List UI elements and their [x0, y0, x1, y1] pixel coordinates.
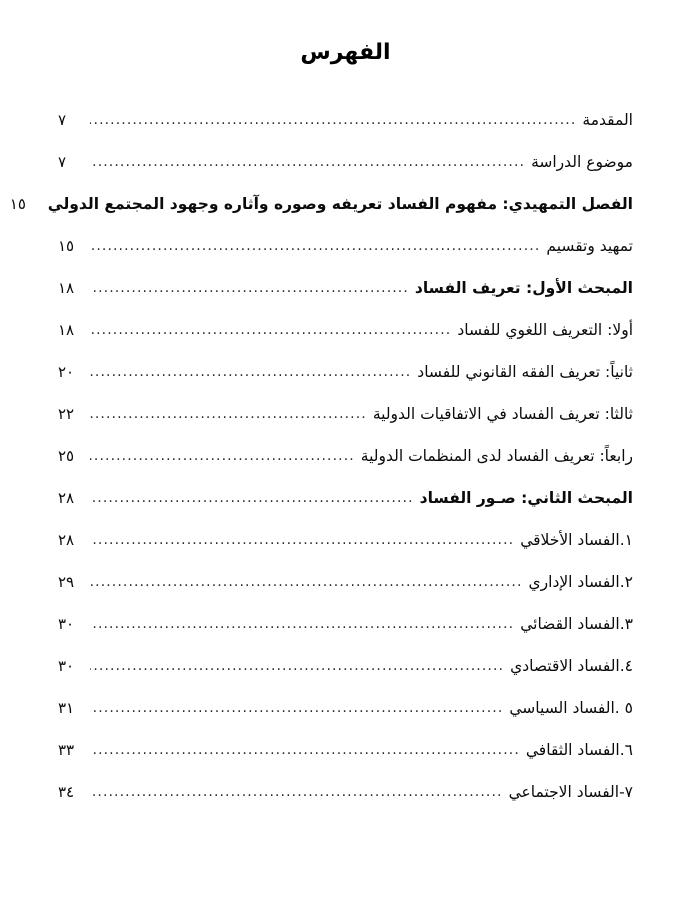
toc-entry[interactable]: [58, 445, 633, 487]
toc-entry-page: ٣١: [58, 698, 75, 717]
toc-entry-label: ثالثا: تعريف الفساد في الاتفاقيات الدولية: [372, 404, 633, 423]
toc-leader-dots: [90, 697, 503, 713]
toc-entry[interactable]: [58, 403, 633, 445]
toc-leader-dots: [90, 235, 540, 251]
toc-entry-page: ٢٨: [58, 530, 75, 549]
toc-entry-page: ٢٢: [58, 404, 75, 423]
toc-entry[interactable]: [58, 571, 633, 613]
toc-entry[interactable]: [58, 277, 633, 319]
toc-entry-label: رابعاً: تعريف الفساد لدى المنظمات الدولية: [360, 446, 633, 465]
toc-entry-page: ٣٠: [58, 614, 75, 633]
document-page: [0, 40, 691, 906]
toc-entry-label: المقدمة: [582, 110, 633, 129]
toc-leader-dots: [90, 319, 451, 335]
toc-entry-label: ثانياً: تعريف الفقه القانوني للفساد: [417, 362, 633, 381]
toc-entry-page: ٢٨: [58, 488, 75, 507]
toc-entry-label: موضوع الدراسة: [531, 152, 633, 171]
toc-entry[interactable]: [58, 235, 633, 277]
toc-entry[interactable]: [58, 613, 633, 655]
toc-leader-dots: [90, 151, 525, 167]
toc-entry-label: المبحث الأول: تعريف الفساد: [414, 278, 633, 297]
toc-entry-page: ٢٥: [58, 446, 75, 465]
toc-entry[interactable]: [58, 361, 633, 403]
toc-entry-label: ٢.الفساد الإداري: [528, 572, 633, 591]
toc-leader-dots: [90, 487, 414, 503]
toc-leader-dots: [90, 739, 520, 755]
toc-entry-page: ١٥: [9, 194, 26, 213]
toc-entry-label: ٦.الفساد الثقافي: [525, 740, 633, 759]
toc-leader-dots: [90, 445, 355, 461]
toc-leader-dots: [90, 613, 514, 629]
toc-entry-label: ٧-الفساد الاجتماعي: [508, 782, 633, 801]
toc-leader-dots: [90, 781, 503, 797]
toc-entry[interactable]: [58, 739, 633, 781]
toc-entry[interactable]: [58, 697, 633, 739]
table-of-contents: [9, 109, 633, 823]
toc-entry-page: ٢٩: [58, 572, 75, 591]
toc-entry[interactable]: [58, 319, 633, 361]
toc-entry-label: ١.الفساد الأخلاقي: [520, 530, 633, 549]
toc-entry-label: تمهيد وتقسيم: [546, 236, 633, 255]
toc-entry-page: ٧: [58, 152, 67, 171]
toc-entry-page: ١٨: [58, 278, 75, 297]
toc-leader-dots: [90, 361, 411, 377]
toc-entry-page: ٧: [58, 110, 67, 129]
toc-entry-label: ٣.الفساد القضائي: [520, 614, 633, 633]
toc-entry-page: ٢٠: [58, 362, 75, 381]
toc-leader-dots: [90, 109, 576, 125]
toc-entry[interactable]: [58, 109, 633, 151]
toc-entry-page: ٣٣: [58, 740, 75, 759]
toc-entry[interactable]: [58, 151, 633, 193]
toc-leader-dots: [90, 571, 523, 587]
toc-entry-page: ٣٠: [58, 656, 75, 675]
toc-entry-label: أولا: التعريف اللغوي للفساد: [457, 320, 633, 339]
toc-leader-dots: [90, 529, 514, 545]
toc-leader-dots: [90, 277, 409, 293]
toc-entry[interactable]: [9, 193, 633, 235]
toc-entry-label: المبحث الثاني: صـور الفساد: [419, 488, 633, 507]
page-title: الفهرس: [300, 40, 391, 65]
toc-leader-dots: [90, 655, 504, 671]
toc-entry[interactable]: [58, 655, 633, 697]
toc-entry-page: ٣٤: [58, 782, 75, 801]
toc-entry[interactable]: [58, 781, 633, 823]
toc-entry-page: ١٨: [58, 320, 75, 339]
toc-leader-dots: [90, 403, 367, 419]
toc-entry-label: الفصل التمهيدي: مفهوم الفساد تعريفه وصوره وآثاره وجهود المجتمع الدولي: [47, 194, 633, 213]
toc-entry-label: ٤.الفساد الاقتصادي: [510, 656, 633, 675]
toc-entry[interactable]: [58, 487, 633, 529]
toc-entry-label: ٥ .الفساد السياسي: [509, 698, 633, 717]
toc-entry[interactable]: [58, 529, 633, 571]
toc-entry-page: ١٥: [58, 236, 75, 255]
